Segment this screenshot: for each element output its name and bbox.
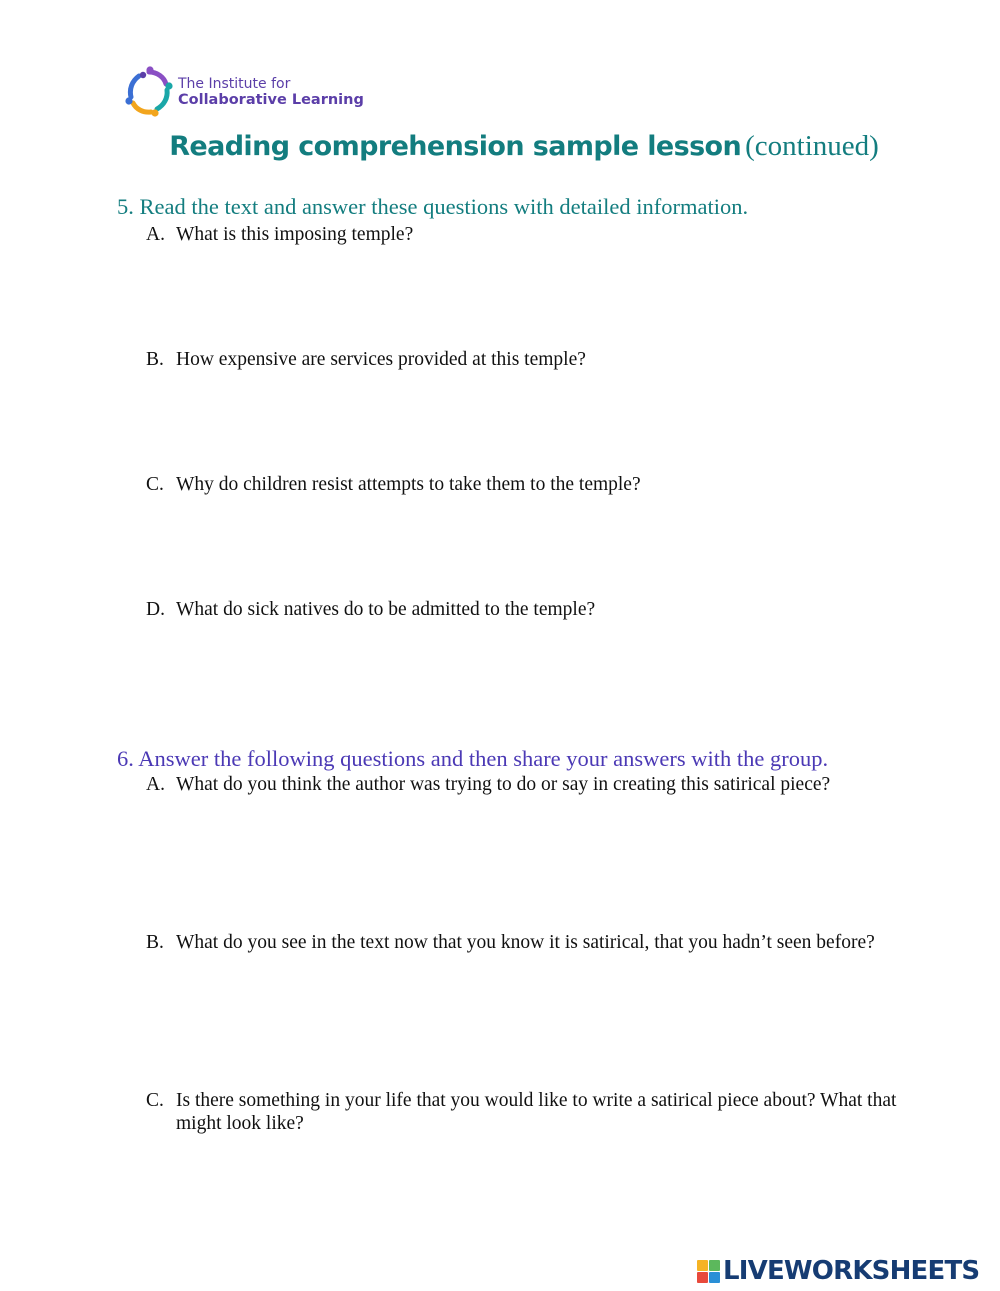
question-6a <box>146 773 946 796</box>
question-letter: C. <box>146 474 164 495</box>
liveworksheets-brand <box>697 1255 979 1287</box>
brand-block-v <box>697 1272 708 1283</box>
page-title-main: Reading comprehension sample lesson <box>169 131 742 162</box>
brand-wordmark: LIVEWORKSHEETS <box>723 1256 980 1286</box>
question-text: What do sick natives do to be admitted to the temple? <box>176 599 596 620</box>
question-letter: A. <box>146 774 165 795</box>
question-text: Is there something in your life that you would like to write a satirical piece about? What that might look like? <box>176 1090 897 1134</box>
question-letter: C. <box>146 1090 164 1111</box>
question-5a <box>146 223 946 246</box>
question-letter: B. <box>146 932 164 953</box>
question-6b <box>146 931 946 954</box>
question-text: What do you see in the text now that you know it is satirical, that you hadn’t seen before? <box>176 932 875 953</box>
question-5c <box>146 473 946 496</box>
question-6c <box>146 1089 946 1135</box>
question-text: How expensive are services provided at this temple? <box>176 349 586 370</box>
question-text: Why do children resist attempts to take them to the temple? <box>176 474 641 495</box>
section-5-header: 5. Read the text and answer these questions with detailed information. <box>117 194 749 219</box>
collaborative-people-logo-icon <box>124 66 174 118</box>
question-letter: D. <box>146 599 165 620</box>
brand-block-l <box>697 1260 708 1271</box>
page-title-continued: (continued) <box>745 130 879 162</box>
question-letter: B. <box>146 349 164 370</box>
institute-logo <box>124 66 364 120</box>
logo-line-1: The Institute for <box>178 76 291 92</box>
question-5d <box>146 598 946 621</box>
brand-blocks-icon <box>697 1260 720 1283</box>
question-text: What do you think the author was trying to do or say in creating this satirical piece? <box>176 774 831 795</box>
page-title <box>0 130 1000 163</box>
question-letter: A. <box>146 224 165 245</box>
section-6-header: 6. Answer the following questions and then share your answers with the group. <box>117 746 829 771</box>
logo-line-2: Collaborative Learning <box>178 92 364 108</box>
logo-wordmark <box>178 76 364 108</box>
question-5b <box>146 348 946 371</box>
brand-block-e <box>709 1272 720 1283</box>
brand-block-i <box>709 1260 720 1271</box>
question-text: What is this imposing temple? <box>176 224 414 245</box>
